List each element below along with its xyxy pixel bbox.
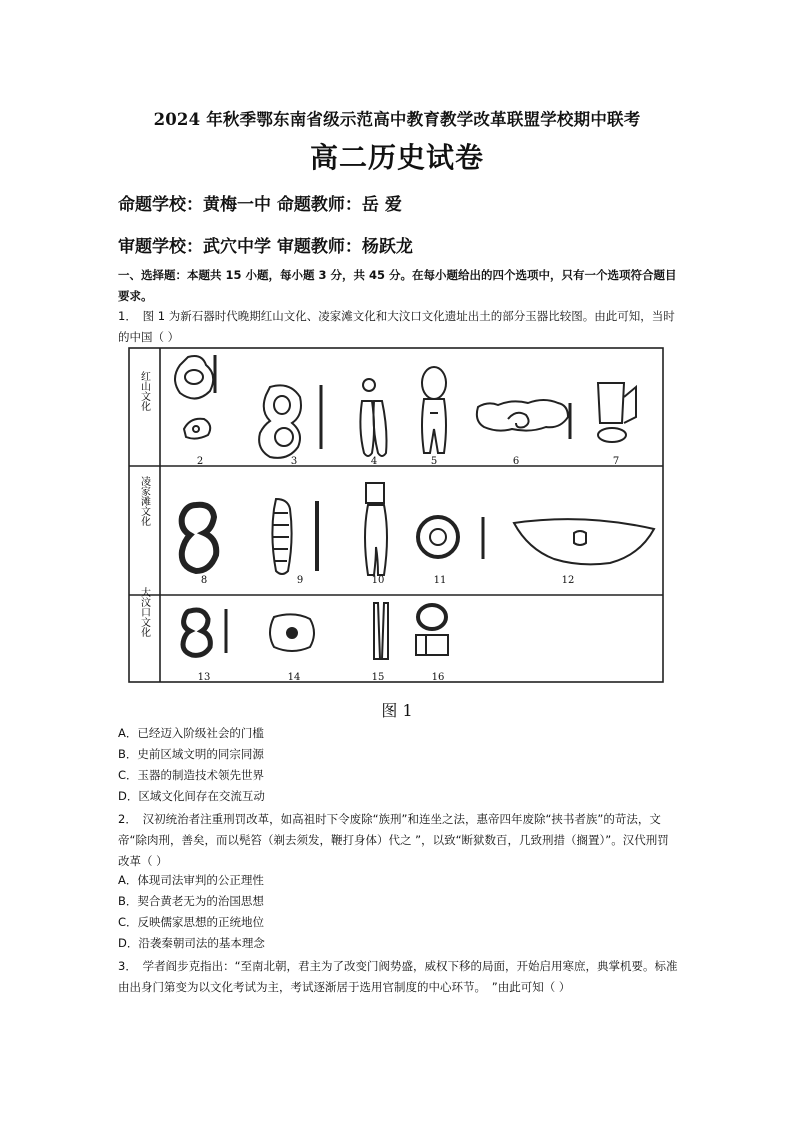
- artifact-13-drawing: [183, 609, 226, 655]
- artifact-number-9: 9: [296, 575, 304, 586]
- artifact-number-7: 7: [612, 456, 620, 467]
- artifact-number-8: 8: [200, 575, 208, 586]
- artifact-number-15: 15: [371, 672, 385, 683]
- artifact-2-drawing: [175, 355, 215, 439]
- row-label-lingjiatan: 凌家滩文化: [138, 476, 150, 526]
- q1-option-c: C．玉器的制造技术领先世界: [118, 768, 265, 782]
- artifact-number-6: 6: [512, 456, 520, 467]
- artifact-6-drawing: [477, 400, 570, 439]
- artifact-15-drawing: [374, 603, 388, 659]
- artifact-number-16: 16: [431, 672, 445, 683]
- q2-option-a: A．体现司法审判的公正理性: [118, 873, 264, 887]
- artifact-3-drawing: [259, 385, 321, 458]
- q1-option-d: D．区域文化间存在交流互动: [118, 789, 265, 803]
- question-2-stem: 2． 汉初统治者注重刑罚改革，如高祖时下令废除“族刑”和连坐之法，惠帝四年废除“挟书者族”的苛法，文帝“除肉刑，善矣，而以髡笞（剃去须发，鞭打身体）代之 ”，以致“断狱数百，几致刑措（搁置）”。汉代刑罚改革（ ）: [118, 812, 669, 868]
- jade-comparison-figure: [128, 347, 664, 683]
- artifact-number-13: 13: [197, 672, 211, 683]
- setter-info: 命题学校：黄梅一中 命题教师：岳 爱: [118, 195, 402, 215]
- artifact-12-drawing: [514, 519, 654, 564]
- q2-option-b: B．契合黄老无为的治国思想: [118, 894, 264, 908]
- artifact-number-4: 4: [370, 456, 378, 467]
- section-heading: 一、选择题：本题共 15 小题，每小题 3 分，共 45 分。在每小题给出的四个选项中，只有一个选项符合题目要求。: [118, 268, 677, 303]
- artifact-number-11: 11: [433, 575, 447, 586]
- artifact-16-drawing: [416, 605, 448, 655]
- question-3-stem: 3． 学者阎步克指出：“至南北朝，君主为了改变门阀势盛，威权下移的局面，开始启用寒庶，典掌机要。标准由出身门第变为以文化考试为主，考试逐渐居于选用官制度的中心环节。 ”由此可知（ ）: [118, 959, 678, 994]
- artifact-9-drawing: [272, 499, 317, 574]
- artifact-7-drawing: [598, 383, 636, 442]
- row-label-dawenkou: 大汶口文化: [138, 587, 150, 637]
- exam-title: 高二历史试卷: [309, 141, 484, 174]
- q1-option-a: A．已经迈入阶级社会的门槛: [118, 726, 264, 740]
- artifact-10-drawing: [365, 483, 387, 575]
- q1-option-b: B．史前区域文明的同宗同源: [118, 747, 264, 761]
- artifact-11-drawing: [418, 517, 483, 559]
- artifact-number-2: 2: [196, 456, 204, 467]
- q2-option-d: D．沿袭秦朝司法的基本理念: [118, 936, 265, 950]
- figure-caption: 图 1: [381, 701, 413, 720]
- question-1-stem: 1． 图 1 为新石器时代晚期红山文化、凌家滩文化和大汶口文化遗址出土的部分玉器比较图。由此可知，当时的中国（ ）: [118, 309, 675, 344]
- artifact-number-5: 5: [430, 456, 438, 467]
- artifact-number-12: 12: [561, 575, 575, 586]
- reviewer-info: 审题学校：武穴中学 审题教师：杨跃龙: [118, 237, 413, 257]
- artifact-number-14: 14: [287, 672, 301, 683]
- artifact-4-drawing: [360, 379, 386, 456]
- artifact-5-drawing: [422, 367, 446, 453]
- artifact-14-drawing: [270, 614, 314, 651]
- exam-header: 2024 年秋季鄂东南省级示范高中教育教学改革联盟学校期中联考: [153, 110, 641, 129]
- artifact-number-10: 10: [371, 575, 385, 586]
- artifact-number-3: 3: [290, 456, 298, 467]
- figure-border: [129, 348, 663, 682]
- row-label-hongshan: 红山文化: [138, 371, 150, 411]
- q2-option-c: C．反映儒家思想的正统地位: [118, 915, 265, 929]
- artifact-8-drawing: [182, 505, 217, 571]
